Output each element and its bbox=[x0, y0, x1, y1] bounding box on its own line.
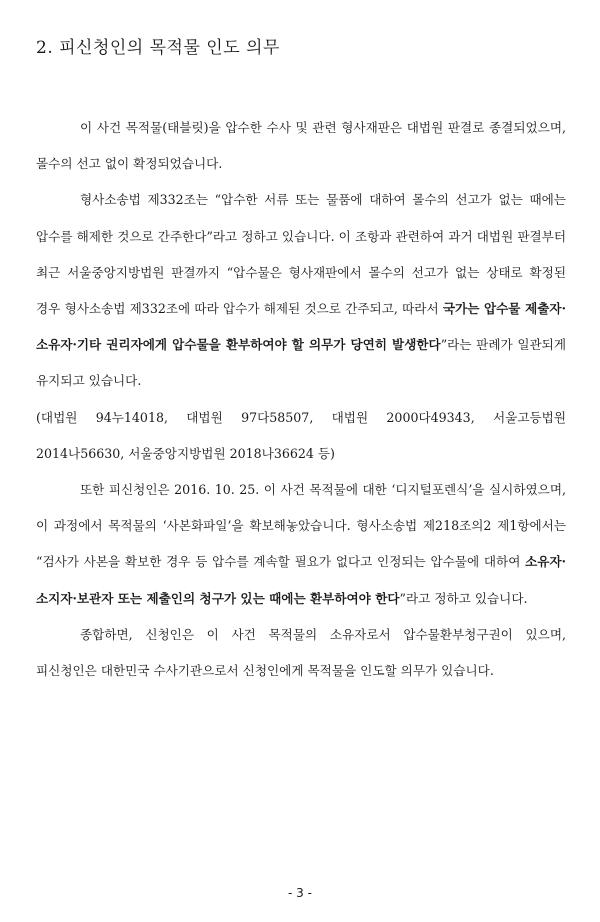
page-number: - 3 - bbox=[288, 886, 312, 900]
paragraph-text: 이 사건 목적물(태블릿)을 압수한 수사 및 관련 형사재판은 대법원 판결로 종결되었으며, 몰수의 선고 없이 확정되었습니다. bbox=[36, 120, 566, 172]
paragraph-criminal-procedure-332 bbox=[36, 182, 566, 399]
paragraph-text: 또한 피신청인은 2016. 10. 25. 이 사건 목적물에 대한 ‘디지털포렌식’을 실시하였으며, 이 과정에서 목적물의 ‘사본화파일’을 확보해놓았습니다. 형사소송법 제218조의2 제1항에서는 “검사가 사본을 확보한 경우 등 압수를 계속할 필요가 없다고 인정되는 압수물에 대하여 bbox=[36, 482, 566, 570]
emphasis-text: 국가는 압수물 제출자·소유자·기타 권리자에게 압수물을 환부하여야 할 의무가 당연히 발생한다 bbox=[36, 301, 566, 353]
paragraph-summary bbox=[36, 617, 566, 689]
paragraph-text: ”라는 판례가 일관되게 유지되고 있습니다. bbox=[36, 337, 567, 389]
paragraph-conclusion-of-trial bbox=[36, 110, 566, 182]
paragraph-text: 종합하면, 신청인은 이 사건 목적물의 소유자로서 압수물환부청구권이 있으며, 피신청인은 대한민국 수사기관으로서 신청인에게 목적물을 인도할 의무가 있습니다. bbox=[36, 626, 566, 679]
section-heading: 2. 피신청인의 목적물 인도 의무 bbox=[36, 38, 280, 58]
paragraph-text: ”라고 정하고 있습니다. bbox=[399, 590, 528, 606]
paragraph-case-citations bbox=[36, 400, 566, 472]
citation-text: (대법원 94누14018, 대법원 97다58507, 대법원 2000다49343, 서울고등법원 2014나56630, 서울중앙지방법원 2018나36624 등) bbox=[36, 409, 566, 461]
paragraph-digital-forensic bbox=[36, 472, 566, 617]
document-body bbox=[36, 110, 566, 689]
emphasis-text: 소유자·소지자·보관자 또는 제출인의 청구가 있는 때에는 환부하여야 한다 bbox=[36, 554, 566, 606]
paragraph-text: 형사소송법 제332조는 “압수한 서류 또는 물품에 대하여 몰수의 선고가 없는 때에는 압수를 해제한 것으로 간주한다”라고 정하고 있습니다. 이 조항과 관련하여 과거 대법원 판결부터 최근 서울중앙지방법원 판결까지 “압수물은 형사재판에서 몰수의 선고가 없는 상태로 확정된 경우 형사소송법 제332조에 따라 압수가 해제된 것으로 간주되고, 따라서 bbox=[36, 192, 566, 317]
